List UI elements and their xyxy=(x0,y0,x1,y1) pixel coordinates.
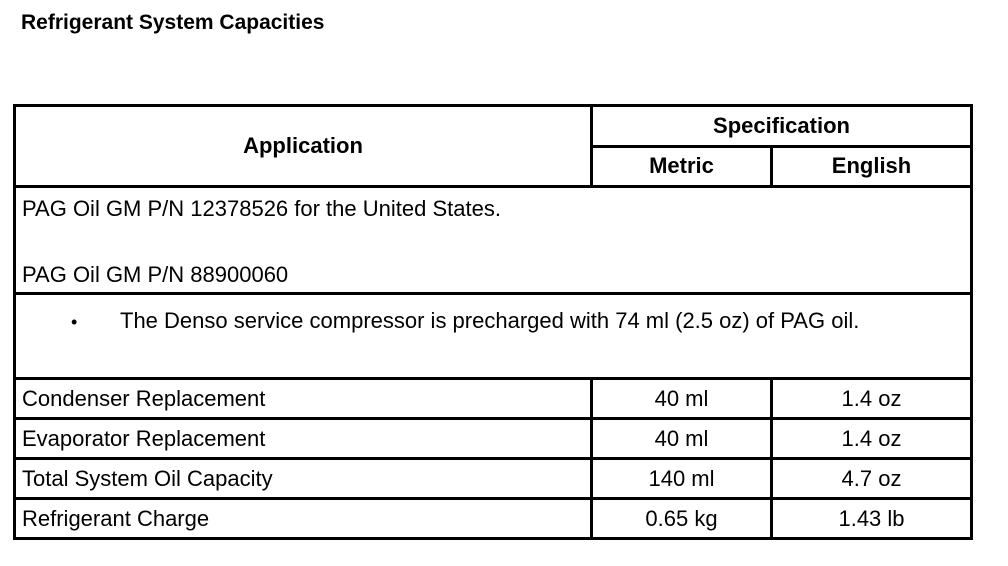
table-row xyxy=(15,499,972,539)
note-container xyxy=(16,295,970,377)
capacities-table xyxy=(13,104,973,540)
note-cell xyxy=(15,294,972,379)
row-english-value: 4.7 oz xyxy=(772,459,972,499)
pag-oil-us-part-number: PAG Oil GM P/N 12378526 for the United States. xyxy=(22,196,501,221)
row-label: Total System Oil Capacity xyxy=(15,459,592,499)
compressor-note: The Denso service compressor is precharged with 74 ml (2.5 oz) of PAG oil. xyxy=(120,308,860,333)
row-label: Evaporator Replacement xyxy=(15,419,592,459)
row-metric-value: 140 ml xyxy=(592,459,772,499)
note-row xyxy=(15,294,972,379)
row-english-value: 1.4 oz xyxy=(772,419,972,459)
pag-oil-cell xyxy=(15,187,972,294)
pag-oil-part-number: PAG Oil GM P/N 88900060 xyxy=(22,262,289,287)
table-row xyxy=(15,379,972,419)
table-row xyxy=(15,419,972,459)
metric-header: Metric xyxy=(592,146,772,187)
row-label: Condenser Replacement xyxy=(15,379,592,419)
bullet-icon: • xyxy=(71,312,78,332)
specification-header: Specification xyxy=(592,106,972,147)
row-metric-value: 40 ml xyxy=(592,379,772,419)
row-label: Refrigerant Charge xyxy=(15,499,592,539)
row-english-value: 1.4 oz xyxy=(772,379,972,419)
pag-oil-row xyxy=(15,187,972,294)
table-row xyxy=(15,459,972,499)
table-header-row xyxy=(15,106,972,147)
application-header: Application xyxy=(15,106,592,187)
row-metric-value: 0.65 kg xyxy=(592,499,772,539)
english-header: English xyxy=(772,146,972,187)
page-title: Refrigerant System Capacities xyxy=(21,11,325,34)
row-metric-value: 40 ml xyxy=(592,419,772,459)
row-english-value: 1.43 lb xyxy=(772,499,972,539)
